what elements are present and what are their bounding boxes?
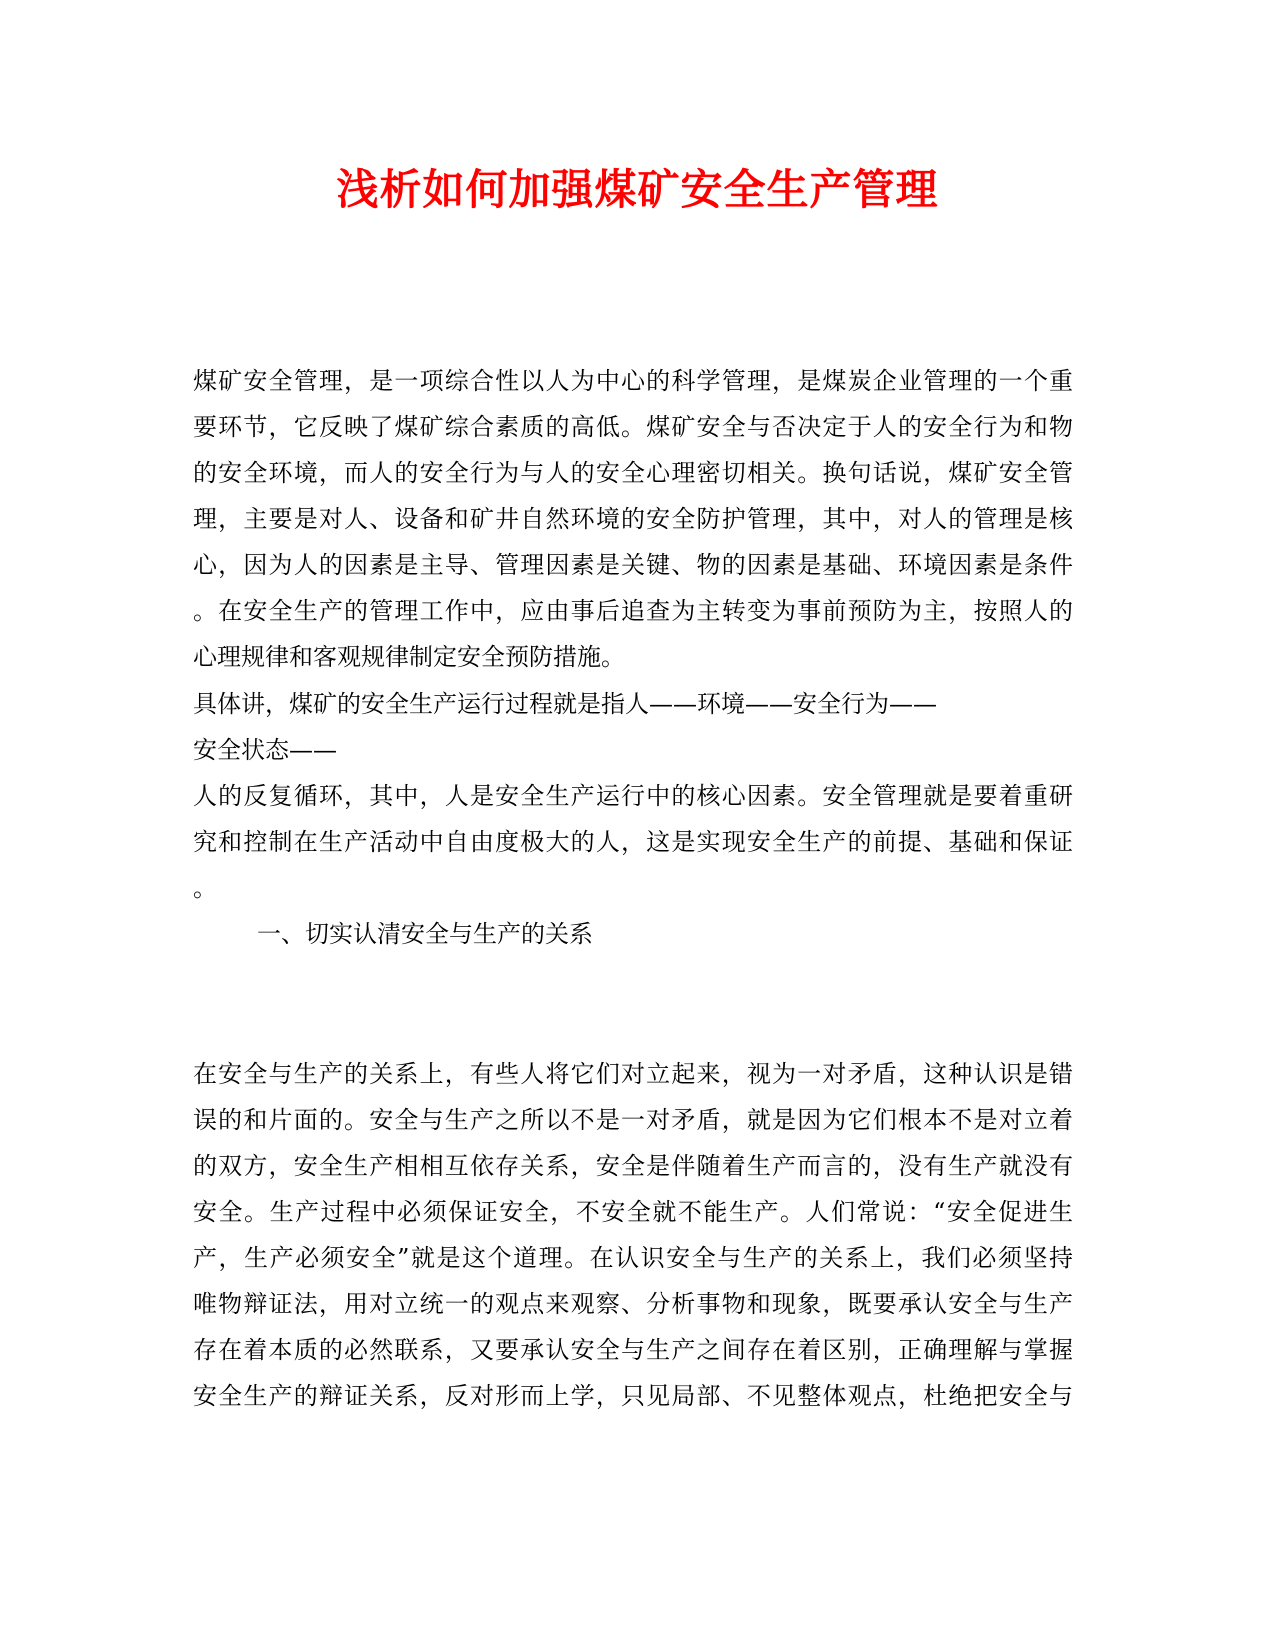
paragraph-line: 存在着本质的必然联系，又要承认安全与生产之间存在着区别，正确理解与掌握 — [193, 1336, 1073, 1364]
paragraph-line: 的安全环境，而人的安全行为与人的安全心理密切相关。换句话说，煤矿安全管 — [193, 459, 1073, 487]
paragraph-line: 究和控制在生产活动中自由度极大的人，这是实现安全生产的前提、基础和保证 — [193, 828, 1073, 856]
paragraph-line: 在安全与生产的关系上，有些人将它们对立起来，视为一对矛盾，这种认识是错 — [193, 1060, 1073, 1088]
paragraph-line: 要环节，它反映了煤矿综合素质的高低。煤矿安全与否决定于人的安全行为和物 — [193, 413, 1073, 441]
paragraph-line: 理，主要是对人、设备和矿井自然环境的安全防护管理，其中，对人的管理是核 — [193, 505, 1073, 533]
section-heading: 一、切实认清安全与生产的关系 — [257, 920, 593, 948]
paragraph-line: 产，生产必须安全”就是这个道理。在认识安全与生产的关系上，我们必须坚持 — [193, 1244, 1073, 1272]
paragraph-line: 误的和片面的。安全与生产之所以不是一对矛盾，就是因为它们根本不是对立着 — [193, 1106, 1073, 1134]
paragraph-line: 唯物辩证法，用对立统一的观点来观察、分析事物和现象，既要承认安全与生产 — [193, 1290, 1073, 1318]
paragraph-line: 心，因为人的因素是主导、管理因素是关键、物的因素是基础、环境因素是条件 — [193, 551, 1073, 579]
paragraph-line: 煤矿安全管理，是一项综合性以人为中心的科学管理，是煤炭企业管理的一个重 — [193, 367, 1073, 395]
paragraph-line: 。 — [193, 874, 217, 902]
paragraph-line: 心理规律和客观规律制定安全预防措施。 — [193, 643, 625, 671]
paragraph-line: 的双方，安全生产相相互依存关系，安全是伴随着生产而言的，没有生产就没有 — [193, 1152, 1073, 1180]
paragraph-line: 人的反复循环，其中，人是安全生产运行中的核心因素。安全管理就是要着重研 — [193, 782, 1073, 810]
document-title: 浅析如何加强煤矿安全生产管理 — [336, 165, 939, 214]
paragraph-line: 安全生产的辩证关系，反对形而上学，只见局部、不见整体观点，杜绝把安全与 — [193, 1382, 1073, 1410]
paragraph-line: 具体讲，煤矿的安全生产运行过程就是指人——环境——安全行为—— — [193, 690, 937, 718]
paragraph-line: 。在安全生产的管理工作中，应由事后追查为主转变为事前预防为主，按照人的 — [193, 597, 1073, 625]
paragraph-line: 安全状态—— — [193, 736, 337, 764]
paragraph-line: 安全。生产过程中必须保证安全，不安全就不能生产。人们常说：“安全促进生 — [193, 1198, 1073, 1226]
